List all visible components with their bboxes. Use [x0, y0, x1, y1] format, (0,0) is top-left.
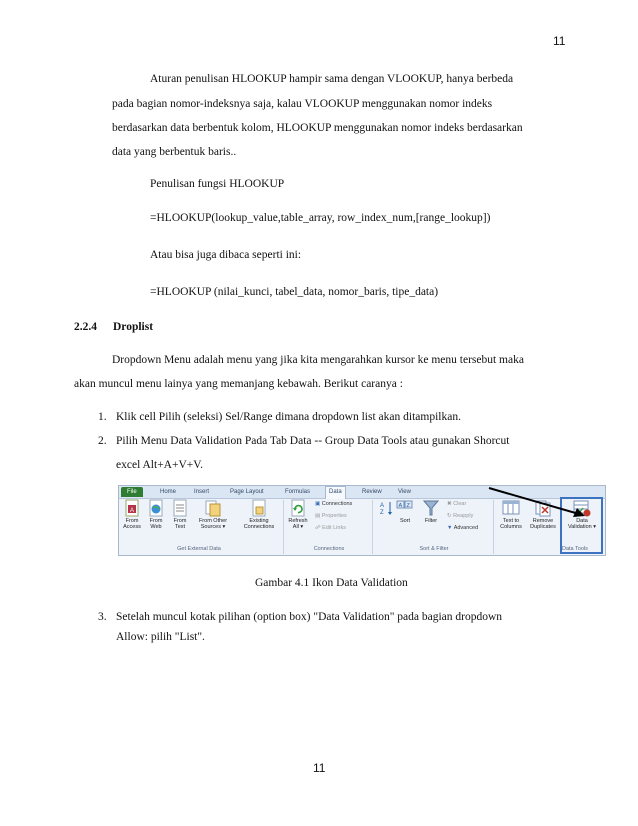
group-connections: Connections — [313, 546, 345, 552]
paragraph-line: Dropdown Menu adalah menu yang jika kita mengarahkan kursor ke menu tersebut maka — [112, 354, 524, 366]
connections-command[interactable]: ▣ Connections — [315, 501, 353, 507]
svg-text:A: A — [398, 503, 403, 509]
step-text: Klik cell Pilih (seleksi) Sel/Range dimana dropdown list akan ditampilkan. — [116, 411, 461, 423]
paragraph-line: berdasarkan data berbentuk kolom, HLOOKUP menggunakan nomor indeks berdasarkan — [112, 122, 523, 134]
data-validation-button[interactable]: Data Validation ▾ — [562, 499, 602, 530]
tab-view[interactable]: View — [398, 489, 411, 495]
clear-icon: ✖ — [447, 501, 452, 507]
page-number-top: 11 — [553, 34, 566, 48]
step-text: Pilih Menu Data Validation Pada Tab Data -- Group Data Tools atau gunakan Shorcut — [116, 435, 510, 447]
tab-data[interactable]: Data — [325, 486, 346, 499]
alt-intro: Atau bisa juga dibaca seperti ini: — [150, 249, 302, 261]
excel-ribbon-image — [118, 485, 606, 556]
connections-icon: ▣ — [315, 501, 321, 507]
figure-caption: Gambar 4.1 Ikon Data Validation — [255, 577, 408, 589]
link-icon: ☍ — [315, 525, 321, 531]
filter-button[interactable]: Filter — [419, 499, 443, 524]
step-number: 2. — [98, 435, 107, 447]
tab-formulas[interactable]: Formulas — [285, 489, 311, 495]
web-icon — [148, 499, 164, 517]
formula-alt: =HLOOKUP (nilai_kunci, tabel_data, nomor_baris, tipe_data) — [150, 286, 439, 298]
paragraph-line: pada bagian nomor-indeksnya saja, kalau VLOOKUP menggunakan nomor indeks — [112, 98, 493, 110]
sort-az-icon — [378, 499, 394, 523]
tab-home[interactable]: Home — [160, 489, 177, 495]
from-access-button[interactable]: A From Access — [121, 499, 143, 530]
tab-file[interactable]: File — [121, 487, 143, 497]
from-other-sources-button[interactable]: From Other Sources ▾ — [193, 499, 233, 530]
clear-command[interactable]: ✖ Clear — [447, 501, 467, 507]
properties-command[interactable]: ▤ Properties — [315, 513, 347, 519]
svg-text:Z: Z — [406, 503, 410, 509]
existing-connections-button[interactable]: Existing Connections — [237, 499, 281, 530]
formula-syntax: =HLOOKUP(lookup_value,table_array, row_index_num,[range_lookup]) — [150, 212, 491, 224]
section-title: Droplist — [113, 321, 154, 333]
pointer-arrow — [479, 486, 599, 526]
page-number-bottom: 11 — [313, 761, 326, 775]
group-sort-filter: Sort & Filter — [419, 546, 449, 552]
remove-duplicates-button[interactable]: Remove Duplicates — [527, 499, 559, 530]
reapply-command[interactable]: ↻ Reapply — [447, 513, 474, 519]
paragraph-line: Aturan penulisan HLOOKUP hampir sama dengan VLOOKUP, hanya berbeda — [150, 73, 514, 85]
connections-file-icon — [251, 499, 267, 517]
formula-intro: Penulisan fungsi HLOOKUP — [150, 178, 285, 190]
refresh-all-button[interactable]: Refresh All ▾ — [285, 499, 311, 530]
tab-insert[interactable]: Insert — [194, 489, 210, 495]
refresh-icon — [290, 499, 306, 517]
tab-page-layout[interactable]: Page Layout — [230, 489, 264, 495]
sort-button[interactable]: A Z Sort — [394, 499, 416, 524]
step-text: Allow: pilih "List". — [116, 631, 205, 643]
advanced-command[interactable]: ▼ Advanced — [447, 525, 479, 531]
advanced-filter-icon: ▼ — [447, 525, 453, 531]
from-text-button[interactable]: From Text — [169, 499, 191, 530]
group-separator — [283, 500, 284, 554]
database-icon — [204, 499, 222, 517]
svg-text:Z: Z — [380, 510, 384, 516]
tab-review[interactable]: Review — [362, 489, 382, 495]
text-file-icon — [172, 499, 188, 517]
step-number: 3. — [98, 611, 107, 623]
paragraph-line: akan muncul menu lainya yang memanjang kebawah. Berikut caranya : — [74, 378, 403, 390]
step-number: 1. — [98, 411, 107, 423]
group-data-tools: Data Tools — [562, 546, 588, 552]
sort-icon — [396, 499, 414, 517]
svg-text:A: A — [129, 508, 135, 514]
filter-icon — [422, 499, 440, 517]
edit-links-command[interactable]: ☍ Edit Links — [315, 525, 346, 531]
from-web-button[interactable]: From Web — [145, 499, 167, 530]
svg-text:A: A — [380, 503, 385, 509]
access-icon — [124, 499, 140, 517]
step-text: Setelah muncul kotak pilihan (option box) "Data Validation" pada bagian dropdown — [116, 611, 503, 623]
step-text: excel Alt+A+V+V. — [116, 459, 203, 471]
properties-icon: ▤ — [315, 513, 321, 519]
group-separator — [372, 500, 373, 554]
text-to-columns-button[interactable]: Text to Columns — [496, 499, 526, 530]
group-get-external-data: Get External Data — [177, 546, 221, 552]
paragraph-line: data yang berbentuk baris.. — [112, 146, 237, 158]
reapply-icon: ↻ — [447, 513, 452, 519]
section-number: 2.2.4 — [74, 321, 97, 333]
